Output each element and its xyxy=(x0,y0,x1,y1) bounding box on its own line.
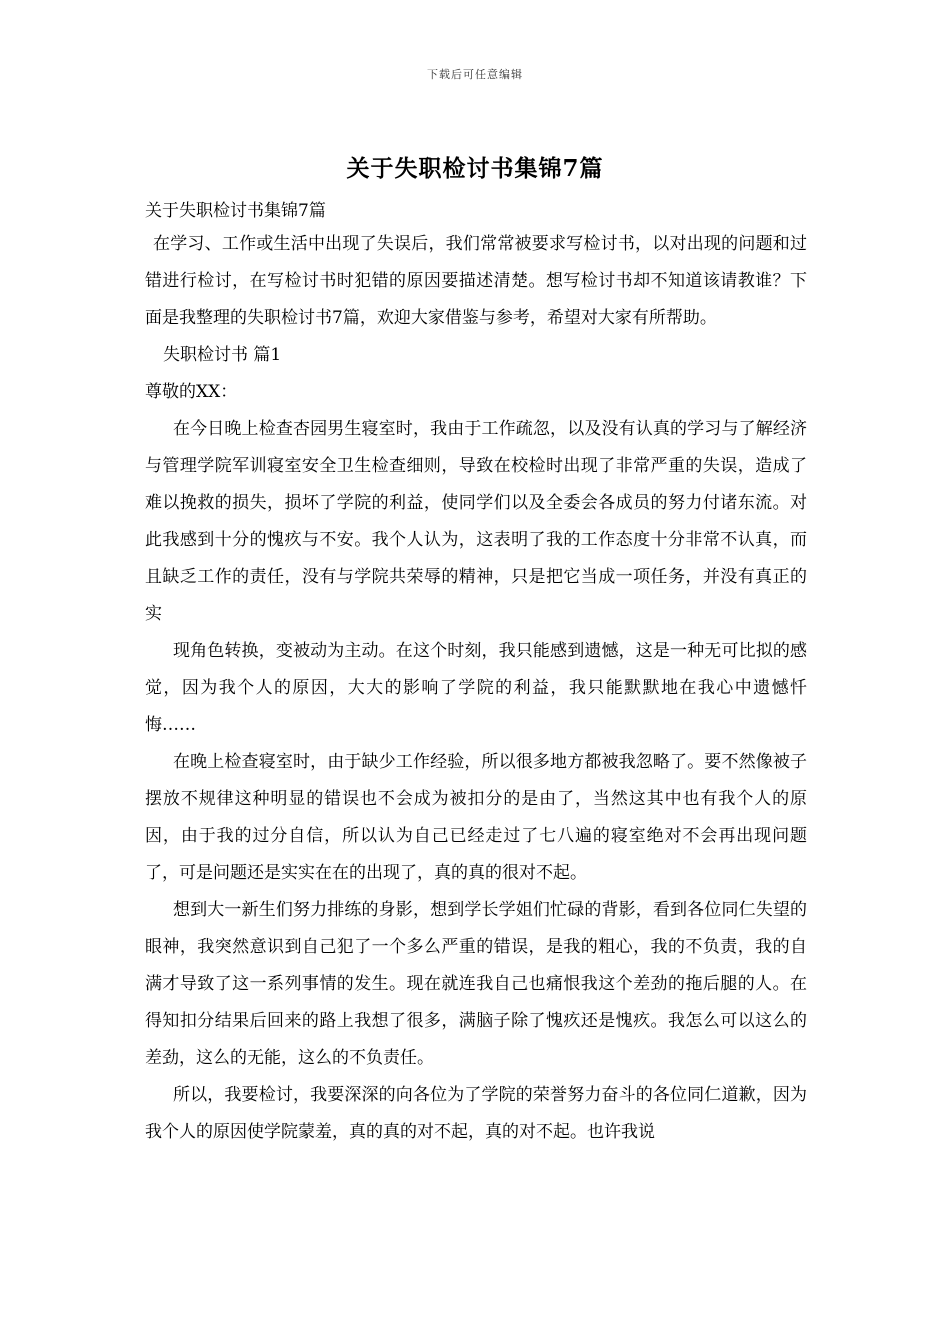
body-paragraph-3: 在晚上检查寝室时，由于缺少工作经验，所以很多地方都被我忽略了。要不然像被子摆放不规律这种明显的错误也不会成为被扣分的是由了，当然这其中也有我个人的原因，由于我的过分自信，所以认为自己已经走过了七八遍的寝室绝对不会再出现问题了，可是问题还是实实在在的出现了，真的真的很对不起。 xyxy=(145,752,807,883)
document-subtitle: 关于失职检讨书集锦7篇 xyxy=(145,201,326,221)
body-paragraph-4: 想到大一新生们努力排练的身影，想到学长学姐们忙碌的背影，看到各位同仁失望的眼神，我突然意识到自己犯了一个多么严重的错误，是我的粗心，我的不负责，我的自满才导致了这一系列事情的发生。现在就连我自己也痛恨我这个差劲的拖后腿的人。在得知扣分结果后回来的路上我想了很多，满脑子除了愧疚还是愧疚。我怎么可以这么的差劲，这么的无能，这么的不负责任。 xyxy=(145,900,807,1068)
document-body xyxy=(145,196,807,1151)
salutation: 尊敬的XX： xyxy=(145,382,238,402)
header-note: 下载后可任意编辑 xyxy=(427,68,523,81)
intro-paragraph: 在学习、工作或生活中出现了失误后，我们常常被要求写检讨书，以对出现的问题和过错进行检讨，在写检讨书时犯错的原因要描述清楚。想写检讨书却不知道该请教谁？下面是我整理的失职检讨书7篇，欢迎大家借鉴与参考，希望对大家有所帮助。 xyxy=(145,234,807,328)
page-title: 关于失职检讨书集锦7篇 xyxy=(346,155,604,182)
body-paragraph-1: 在今日晚上检查杏园男生寝室时，我由于工作疏忽，以及没有认真的学习与了解经济与管理学院军训寝室安全卫生检查细则，导致在校检时出现了非常严重的失误，造成了难以挽救的损失，损坏了学院的利益，使同学们以及全委会各成员的努力付诸东流。对此我感到十分的愧疚与不安。我个人认为，这表明了我的工作态度十分非常不认真，而且缺乏工作的责任，没有与学院共荣辱的精神，只是把它当成一项任务，并没有真正的实 xyxy=(145,419,807,624)
body-paragraph-2: 现角色转换，变被动为主动。在这个时刻，我只能感到遗憾，这是一种无可比拟的感觉，因为我个人的原因，大大的影响了学院的利益，我只能默默地在我心中遗憾忏悔…… xyxy=(145,641,807,735)
body-paragraph-5: 所以，我要检讨，我要深深的向各位为了学院的荣誉努力奋斗的各位同仁道歉，因为我个人的原因使学院蒙羞，真的真的对不起，真的对不起。也许我说 xyxy=(145,1085,807,1142)
section-heading: 失职检讨书 篇1 xyxy=(163,345,282,365)
